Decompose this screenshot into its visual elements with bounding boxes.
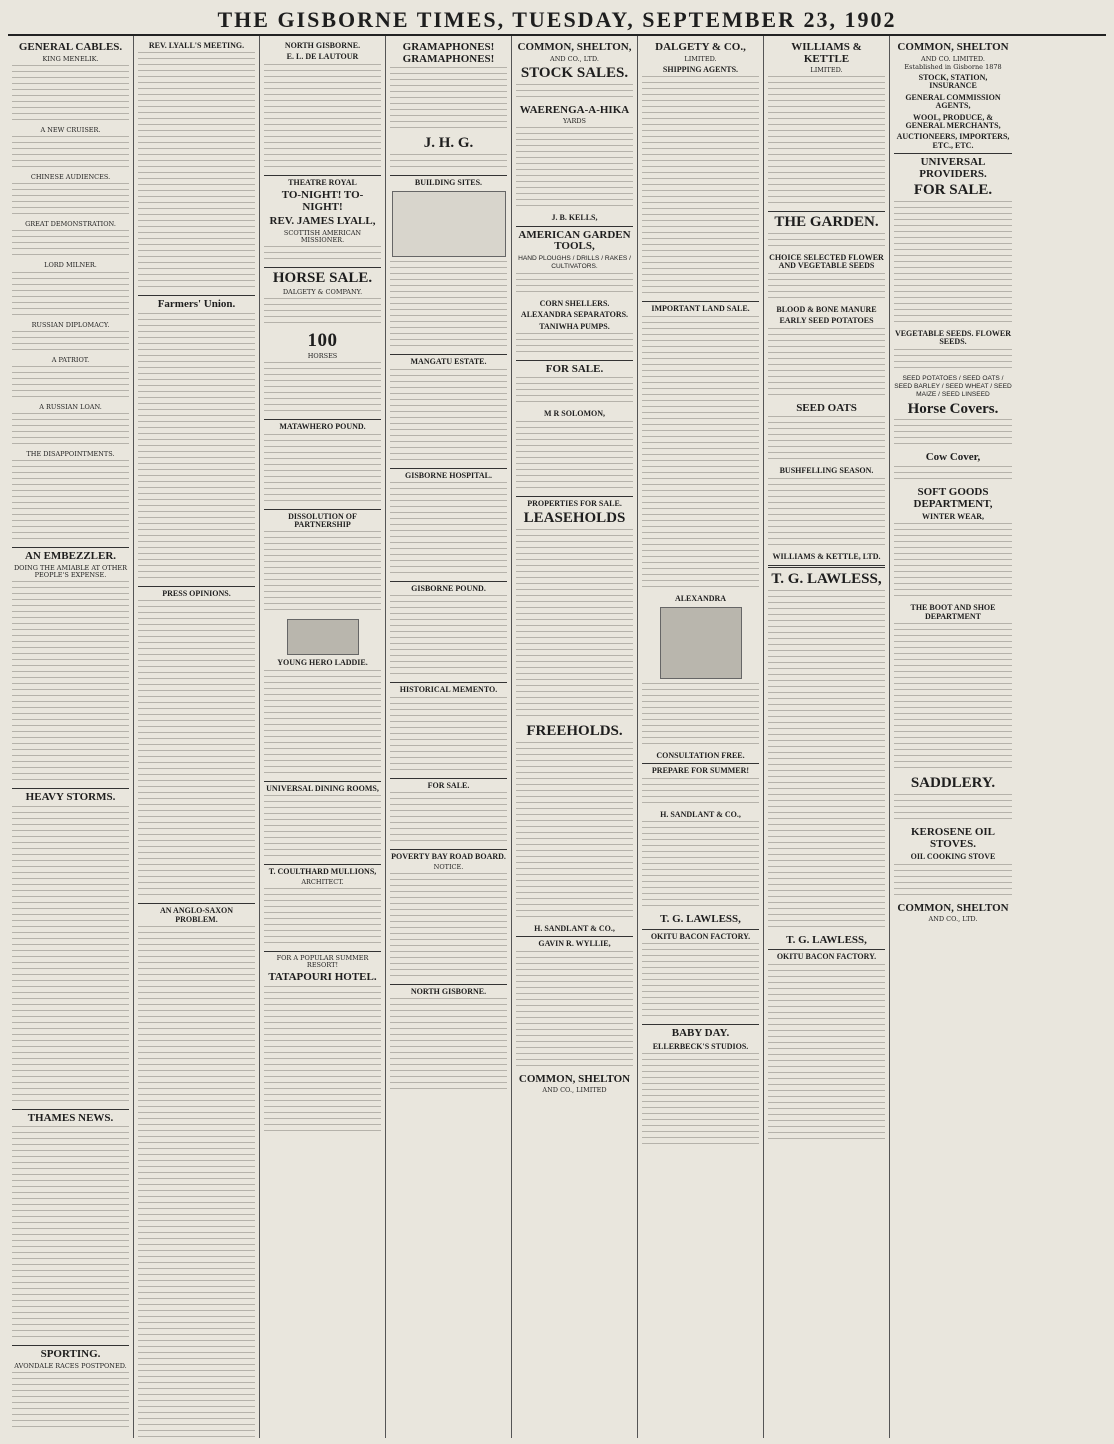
article-text bbox=[390, 595, 507, 679]
subheading: DOING THE AMIABLE AT OTHER PEOPLE'S EXPENSE. bbox=[13, 563, 128, 580]
article-text bbox=[768, 964, 885, 1144]
divider bbox=[12, 547, 129, 548]
divider bbox=[516, 936, 633, 937]
article-text bbox=[516, 421, 633, 493]
divider bbox=[264, 864, 381, 865]
article-text bbox=[264, 434, 381, 506]
divider bbox=[12, 1109, 129, 1110]
article-text bbox=[12, 460, 129, 544]
heading-building-sites: BUILDING SITES. bbox=[414, 177, 483, 187]
column-5 bbox=[512, 36, 638, 1438]
heading-farmers-union: Farmers' Union. bbox=[157, 298, 236, 311]
article-text bbox=[516, 127, 633, 211]
subheading: A PATRIOT. bbox=[51, 355, 90, 364]
masthead: THE GISBORNE TIMES, TUESDAY, SEPTEMBER 23, 1902 bbox=[8, 6, 1106, 36]
article-text bbox=[768, 273, 885, 303]
divider bbox=[264, 509, 381, 510]
article-text bbox=[264, 298, 381, 328]
heading-kells: J. B. KELLS, bbox=[551, 213, 598, 223]
heading-the-garden: THE GARDEN. bbox=[774, 214, 879, 231]
article-text bbox=[516, 742, 633, 922]
divider bbox=[768, 949, 885, 950]
heading-bushfelling: BUSHFELLING SEASON. bbox=[779, 466, 874, 476]
heading-tonight: TO-NIGHT! TO-NIGHT! bbox=[281, 189, 364, 213]
heading-boot-shoe: THE BOOT AND SHOE DEPARTMENT bbox=[910, 603, 996, 621]
heading-alexandra: ALEXANDRA bbox=[674, 593, 727, 603]
article-text bbox=[894, 466, 1012, 484]
heading-taniwha: TANIWHA PUMPS. bbox=[539, 321, 610, 331]
heading-wyllie: GAVIN R. WYLLIE, bbox=[538, 939, 611, 949]
heading-thames-news: THAMES NEWS. bbox=[27, 1111, 114, 1124]
article-text bbox=[894, 794, 1012, 824]
heading-kerosene: KEROSENE OIL STOVES. bbox=[910, 826, 996, 850]
subheading: Established in Gisborne 1878 bbox=[904, 62, 1002, 71]
article-text bbox=[642, 683, 759, 749]
heading-dissolution: DISSOLUTION OF PARTNERSHIP bbox=[288, 511, 357, 530]
heading-williams-kettle: WILLIAMS & KETTLE bbox=[791, 41, 862, 65]
article-text bbox=[516, 377, 633, 407]
article-text bbox=[642, 316, 759, 592]
tools-list: HAND PLOUGHS / DRILLS / RAKES / CULTIVATORS. bbox=[518, 254, 631, 270]
heading-garden-tools: AMERICAN GARDEN TOOLS, bbox=[518, 228, 631, 253]
heading-horse-covers: Horse Covers. bbox=[907, 400, 999, 417]
article-text bbox=[516, 951, 633, 1071]
divider bbox=[390, 984, 507, 985]
seed-list: SEED POTATOES / SEED OATS / SEED BARLEY / SEED WHEAT / SEED MAIZE / SEED LINSEED bbox=[894, 374, 1012, 398]
heading-saddlery: SADDLERY. bbox=[910, 775, 996, 792]
divider bbox=[264, 267, 381, 268]
article-text bbox=[12, 806, 129, 1106]
article-text bbox=[390, 67, 507, 133]
heading-common-shelton: COMMON, SHELTON bbox=[518, 1072, 631, 1085]
heading-sandlant: H. SANDLANT & CO., bbox=[660, 809, 741, 819]
heading-consultation: CONSULTATION FREE. bbox=[656, 750, 745, 760]
heading-vegetable-seeds: VEGETABLE SEEDS. FLOWER SEEDS. bbox=[894, 328, 1012, 347]
article-text bbox=[894, 201, 1012, 327]
heading-mangatu: MANGATU ESTATE. bbox=[410, 357, 487, 367]
article-text bbox=[516, 273, 633, 297]
article-text bbox=[12, 331, 129, 355]
column-6 bbox=[638, 36, 764, 1438]
article-text bbox=[390, 873, 507, 981]
heading-shipping: SHIPPING AGENTS. bbox=[662, 64, 739, 74]
horse-illustration bbox=[287, 619, 359, 655]
heading-freeholds: FREEHOLDS. bbox=[526, 722, 623, 739]
heading-common-shelton: COMMON, SHELTON bbox=[897, 41, 1009, 53]
heading-rev-james-lyall: REV. JAMES LYALL, bbox=[269, 215, 376, 228]
subheading: AND CO., LTD. bbox=[550, 54, 599, 63]
article-text bbox=[390, 482, 507, 578]
column-7 bbox=[764, 36, 890, 1438]
subheading: AND CO., LIMITED bbox=[542, 1086, 607, 1095]
subheading: LIMITED. bbox=[810, 66, 843, 75]
article-text bbox=[516, 529, 633, 721]
article-text bbox=[264, 986, 381, 1136]
column-3 bbox=[260, 36, 386, 1438]
heading-seed-potatoes: EARLY SEED POTATOES bbox=[779, 316, 874, 326]
article-text bbox=[264, 246, 381, 264]
columns bbox=[8, 36, 1106, 1438]
heading-lawless: T. G. LAWLESS, bbox=[660, 913, 741, 926]
heading-williams-kettle-ltd: WILLIAMS & KETTLE, LTD. bbox=[772, 551, 881, 561]
heading-cow-cover: Cow Cover, bbox=[925, 451, 981, 464]
heading-horse-sale: HORSE SALE. bbox=[272, 270, 373, 287]
divider bbox=[642, 763, 759, 764]
article-text bbox=[12, 1372, 129, 1432]
subheading: RUSSIAN DIPLOMACY. bbox=[31, 320, 110, 329]
heading-anglo-saxon: AN ANGLO-SAXON PROBLEM. bbox=[159, 906, 234, 924]
subheading: DALGETY & COMPANY. bbox=[282, 287, 363, 296]
article-text bbox=[12, 272, 129, 320]
divider bbox=[390, 849, 507, 850]
heading-sporting: SPORTING. bbox=[40, 1348, 101, 1361]
article-text bbox=[894, 349, 1012, 373]
article-text bbox=[390, 154, 507, 172]
article-text bbox=[768, 478, 885, 550]
heading-properties: PROPERTIES FOR SALE. bbox=[527, 498, 622, 508]
heading-dalgety: DALGETY & CO., bbox=[655, 41, 746, 53]
subheading: AVONDALE RACES POSTPONED. bbox=[14, 1361, 127, 1370]
article-text bbox=[768, 590, 885, 932]
heading-north-gisborne: NORTH GISBORNE. bbox=[284, 41, 361, 50]
article-text bbox=[768, 328, 885, 400]
heading-commission: GENERAL COMMISSION AGENTS, bbox=[905, 92, 1001, 111]
subheading: SCOTTISH AMERICAN MISSIONER. bbox=[283, 228, 362, 245]
article-text bbox=[138, 313, 255, 583]
heading-corn-shellers: CORN SHELLERS. bbox=[539, 298, 610, 308]
heading-okitu-bacon: OKITU BACON FACTORY. bbox=[776, 952, 877, 962]
heading-coulthard: T. COULTHARD MULLIONS, bbox=[268, 867, 377, 877]
article-text bbox=[390, 697, 507, 775]
article-text bbox=[642, 76, 759, 298]
divider bbox=[516, 226, 633, 227]
heading-young-hero: YOUNG HERO LADDIE. bbox=[277, 658, 368, 668]
article-text bbox=[12, 183, 129, 219]
heading-heavy-storms: HEAVY STORMS. bbox=[25, 791, 116, 804]
heading-oil-stove: OIL COOKING STOVE bbox=[910, 852, 996, 862]
heading-for-sale: FOR SALE. bbox=[913, 182, 993, 199]
heading-separators: ALEXANDRA SEPARATORS. bbox=[520, 310, 629, 320]
article-text bbox=[12, 65, 129, 125]
subheading: HORSES bbox=[307, 352, 338, 361]
divider bbox=[390, 581, 507, 582]
article-text bbox=[894, 523, 1012, 601]
heading-auctioneers: AUCTIONEERS, IMPORTERS, ETC., ETC. bbox=[896, 132, 1010, 150]
article-text bbox=[642, 1053, 759, 1149]
column-2 bbox=[134, 36, 260, 1438]
divider bbox=[516, 496, 633, 497]
article-text bbox=[516, 84, 633, 102]
divider bbox=[264, 175, 381, 176]
subheading: A RUSSIAN LOAN. bbox=[39, 402, 102, 411]
article-text bbox=[138, 52, 255, 292]
article-text bbox=[264, 670, 381, 778]
heading-100: 100 bbox=[307, 330, 338, 352]
article-text bbox=[768, 76, 885, 208]
article-text bbox=[138, 926, 255, 1438]
article-text bbox=[642, 943, 759, 1021]
heading-land-sale: IMPORTANT LAND SALE. bbox=[651, 304, 750, 314]
heading-lyall-meeting: REV. LYALL'S MEETING. bbox=[148, 41, 245, 50]
subheading: GREAT DEMONSTRATION. bbox=[25, 220, 116, 229]
heading-theatre-royal: THEATRE ROYAL bbox=[288, 177, 357, 187]
heading-historical-memento: HISTORICAL MEMENTO. bbox=[399, 685, 498, 695]
heading-lawless-2: T. G. LAWLESS, bbox=[786, 933, 867, 946]
article-text bbox=[264, 362, 381, 416]
heading-general-cables: GENERAL CABLES. bbox=[18, 41, 123, 53]
heading-common-shelton-2: COMMON, SHELTON bbox=[897, 901, 1009, 914]
heading-gramaphones: GRAMAPHONES! GRAMAPHONES! bbox=[402, 41, 495, 65]
subheading: AND CO., LTD. bbox=[928, 915, 978, 924]
heading-for-sale: FOR SALE. bbox=[427, 780, 470, 790]
heading-solomon: M R SOLOMON, bbox=[543, 409, 606, 419]
subheading: THE DISAPPOINTMENTS. bbox=[26, 450, 115, 459]
subheading: FOR A POPULAR SUMMER RESORT! bbox=[276, 953, 369, 970]
article-text bbox=[138, 600, 255, 900]
divider bbox=[138, 586, 255, 587]
heading-tatapouri: TATAPOURI HOTEL. bbox=[268, 971, 377, 984]
heading-waerenga: WAERENGA-A-HIKA bbox=[519, 103, 630, 116]
divider bbox=[12, 1345, 129, 1346]
divider bbox=[390, 468, 507, 469]
column-8 bbox=[890, 36, 1016, 1438]
subheading: A NEW CRUISER. bbox=[40, 125, 101, 134]
divider bbox=[768, 565, 885, 568]
heading-de-lautour: E. L. DE LAUTOUR bbox=[286, 52, 359, 62]
article-text bbox=[12, 581, 129, 785]
divider bbox=[390, 778, 507, 779]
heading-press-opinions: PRESS OPINIONS. bbox=[162, 588, 231, 598]
heading-seed-oats: SEED OATS bbox=[796, 401, 857, 414]
divider bbox=[642, 1024, 759, 1025]
heading-gisborne-pound: GISBORNE POUND. bbox=[411, 584, 486, 594]
heading-jhg: J. H. G. bbox=[423, 135, 474, 152]
article-text bbox=[12, 1126, 129, 1342]
article-text bbox=[894, 864, 1012, 900]
heading-universal-providers: UNIVERSAL PROVIDERS. bbox=[919, 156, 987, 180]
article-text bbox=[642, 821, 759, 911]
divider bbox=[264, 419, 381, 420]
article-text bbox=[264, 64, 381, 172]
divider bbox=[642, 929, 759, 930]
divider bbox=[642, 301, 759, 302]
heading-embezzler: AN EMBEZZLER. bbox=[24, 550, 117, 563]
column-1 bbox=[8, 36, 134, 1438]
heading-sandlant: H. SANDLANT & CO., bbox=[534, 923, 615, 933]
subheading: LORD MILNER. bbox=[44, 261, 97, 270]
subheading: LIMITED. bbox=[684, 54, 717, 63]
subheading: AND CO. LIMITED. bbox=[921, 54, 985, 63]
article-text bbox=[12, 366, 129, 402]
heading-leaseholds: LEASEHOLDS bbox=[523, 510, 626, 527]
heading-universal-dining: UNIVERSAL DINING ROOMS, bbox=[266, 783, 379, 793]
article-text bbox=[264, 795, 381, 861]
subheading: ARCHITECT. bbox=[301, 877, 344, 886]
article-text bbox=[768, 416, 885, 464]
heading-lawless: T. G. LAWLESS, bbox=[771, 570, 882, 587]
article-text bbox=[12, 413, 129, 449]
divider bbox=[516, 360, 633, 361]
column-4 bbox=[386, 36, 512, 1438]
divider bbox=[390, 354, 507, 355]
site-plan bbox=[392, 191, 506, 257]
heading-soft-goods: SOFT GOODS DEPARTMENT, bbox=[913, 486, 993, 510]
divider bbox=[768, 211, 885, 212]
heading-stock-station: STOCK, STATION, INSURANCE bbox=[918, 72, 988, 91]
heading-baby-day: BABY DAY. bbox=[671, 1027, 730, 1040]
heading-stock-sales: STOCK SALES. bbox=[520, 64, 629, 81]
divider bbox=[390, 175, 507, 176]
heading-summer: PREPARE FOR SUMMER! bbox=[651, 766, 750, 776]
heading-ellerbeck: ELLERBECK'S STUDIOS. bbox=[652, 1041, 749, 1051]
subheading: NOTICE. bbox=[433, 862, 464, 871]
heading-okitu: OKITU BACON FACTORY. bbox=[650, 931, 751, 941]
heading-matawhero-pound: MATAWHERO POUND. bbox=[279, 422, 366, 432]
subheading: CHINESE AUDIENCES. bbox=[30, 172, 111, 181]
heading-common-shelton: COMMON, SHELTON, bbox=[517, 41, 632, 53]
subheading: YARDS bbox=[562, 117, 587, 126]
article-text bbox=[768, 233, 885, 251]
divider bbox=[138, 295, 255, 296]
article-text bbox=[264, 888, 381, 948]
engraving bbox=[660, 607, 742, 679]
article-text bbox=[264, 531, 381, 615]
heading-merchants: WOOL, PRODUCE, & GENERAL MERCHANTS, bbox=[905, 112, 1001, 130]
article-text bbox=[390, 792, 507, 846]
divider bbox=[12, 788, 129, 789]
heading-for-sale: FOR SALE. bbox=[545, 362, 604, 375]
article-text bbox=[390, 369, 507, 465]
article-text bbox=[12, 230, 129, 260]
divider bbox=[138, 903, 255, 904]
divider bbox=[390, 682, 507, 683]
article-text bbox=[390, 998, 507, 1094]
subheading: KING MENELIK. bbox=[42, 54, 99, 63]
article-text bbox=[894, 623, 1012, 773]
divider bbox=[894, 153, 1012, 154]
article-text bbox=[642, 778, 759, 808]
heading-gisborne-hospital: GISBORNE HOSPITAL. bbox=[405, 470, 492, 480]
article-text bbox=[390, 261, 507, 351]
article-text bbox=[12, 136, 129, 172]
heading-blood-bone: BLOOD & BONE MANURE bbox=[776, 304, 877, 314]
article-text bbox=[894, 419, 1012, 449]
article-text bbox=[516, 333, 633, 357]
heading-winter-wear: WINTER WEAR, bbox=[921, 512, 985, 522]
divider bbox=[264, 781, 381, 782]
heading-road-board: POVERTY BAY ROAD BOARD. bbox=[391, 852, 506, 862]
heading-north-gisborne: NORTH GISBORNE. bbox=[410, 986, 487, 996]
divider bbox=[264, 951, 381, 952]
heading-choice-seeds: CHOICE SELECTED FLOWER AND VEGETABLE SEEDS bbox=[769, 253, 884, 271]
